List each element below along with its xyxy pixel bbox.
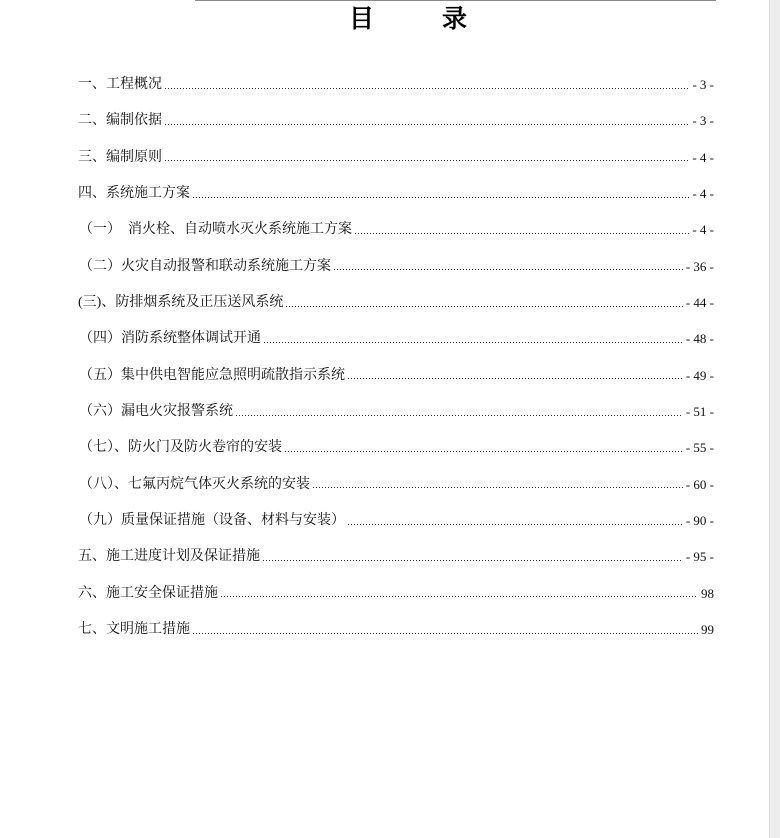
toc-entry[interactable]	[78, 539, 714, 575]
toc-entry-label: (三)、防排烟系统及正压送风系统	[78, 295, 284, 311]
toc-page-number: - 55 -	[685, 440, 714, 456]
toc-entry[interactable]	[78, 67, 714, 103]
toc-entry[interactable]	[78, 249, 714, 285]
toc-leader-dots	[264, 342, 683, 343]
toc-leader-dots	[193, 197, 689, 198]
toc-page-number: - 44 -	[685, 295, 714, 311]
toc-entry-label: 六、施工安全保证措施	[78, 585, 218, 601]
toc-page-number: - 90 -	[685, 513, 714, 529]
toc-entry-label: 四、系统施工方案	[78, 186, 190, 202]
toc-page-number: - 51 -	[685, 404, 714, 420]
toc-leader-dots	[355, 233, 689, 234]
toc-leader-dots	[334, 269, 683, 270]
toc-page-number: - 95 -	[685, 549, 714, 565]
toc-entry[interactable]	[78, 394, 714, 430]
toc-entry[interactable]	[78, 612, 714, 648]
toc-entry[interactable]	[78, 212, 714, 248]
toc-entry-label: （一） 消火栓、自动喷水灭火系统施工方案	[79, 222, 352, 238]
toc-entry[interactable]	[78, 140, 714, 176]
toc-leader-dots	[165, 88, 689, 89]
toc-leader-dots	[348, 378, 683, 379]
toc-entry-label: （八）、七氟丙烷气体灭火系统的安装	[79, 476, 310, 492]
toc-page-number: - 48 -	[685, 331, 714, 347]
toc-entry-label: 一、工程概况	[78, 77, 162, 93]
toc-entry[interactable]	[78, 467, 714, 503]
toc-entry[interactable]	[78, 321, 714, 357]
toc-page-number: - 3 -	[692, 77, 714, 93]
page-edge	[769, 0, 780, 838]
toc-leader-dots	[165, 160, 689, 161]
toc-entry-label: （七）、防火门及防火卷帘的安装	[79, 440, 282, 456]
toc-entry-label: （二）火灾自动报警和联动系统施工方案	[79, 258, 331, 274]
toc-leader-dots	[221, 596, 698, 597]
header-rule	[195, 0, 716, 1]
toc-leader-dots	[285, 451, 683, 452]
toc-title: 目 录	[348, 6, 473, 33]
toc-page-number: - 3 -	[692, 113, 714, 129]
toc-entry-label: （四）消防系统整体调试开通	[79, 331, 261, 347]
toc-page-number: - 60 -	[685, 476, 714, 492]
toc-entry[interactable]	[78, 103, 714, 139]
toc-entry-label: 三、编制原则	[78, 149, 162, 165]
toc-entry[interactable]	[78, 430, 714, 466]
toc-leader-dots	[313, 487, 683, 488]
toc-page-number: - 4 -	[692, 149, 714, 165]
toc-leader-dots	[263, 560, 683, 561]
toc-entry-label: （九）质量保证措施（设备、材料与安装）	[79, 513, 345, 529]
toc-entry-label: 七、文明施工措施	[78, 622, 190, 638]
toc-entry-label: 五、施工进度计划及保证措施	[78, 549, 260, 565]
toc-entry[interactable]	[78, 285, 714, 321]
toc-leader-dots	[286, 306, 683, 307]
toc-page-number: - 4 -	[692, 186, 714, 202]
toc-leader-dots	[193, 633, 698, 634]
toc-entry[interactable]	[78, 576, 714, 612]
toc-leader-dots	[165, 124, 689, 125]
toc-leader-dots	[236, 415, 683, 416]
toc-page-number: - 36 -	[685, 258, 714, 274]
toc-entry[interactable]	[78, 358, 714, 394]
toc-entry-label: 二、编制依据	[78, 113, 162, 129]
toc-entry[interactable]	[78, 503, 714, 539]
toc-entry[interactable]	[78, 176, 714, 212]
toc-entry-label: （五）集中供电智能应急照明疏散指示系统	[79, 367, 345, 383]
toc-page-number: 99	[701, 622, 714, 638]
toc-page-number: 98	[701, 585, 714, 601]
toc-page-number: - 4 -	[692, 222, 714, 238]
toc-leader-dots	[348, 524, 683, 525]
toc-entry-label: （六）漏电火灾报警系统	[79, 404, 233, 420]
toc-page-number: - 49 -	[685, 367, 714, 383]
table-of-contents	[78, 67, 714, 648]
